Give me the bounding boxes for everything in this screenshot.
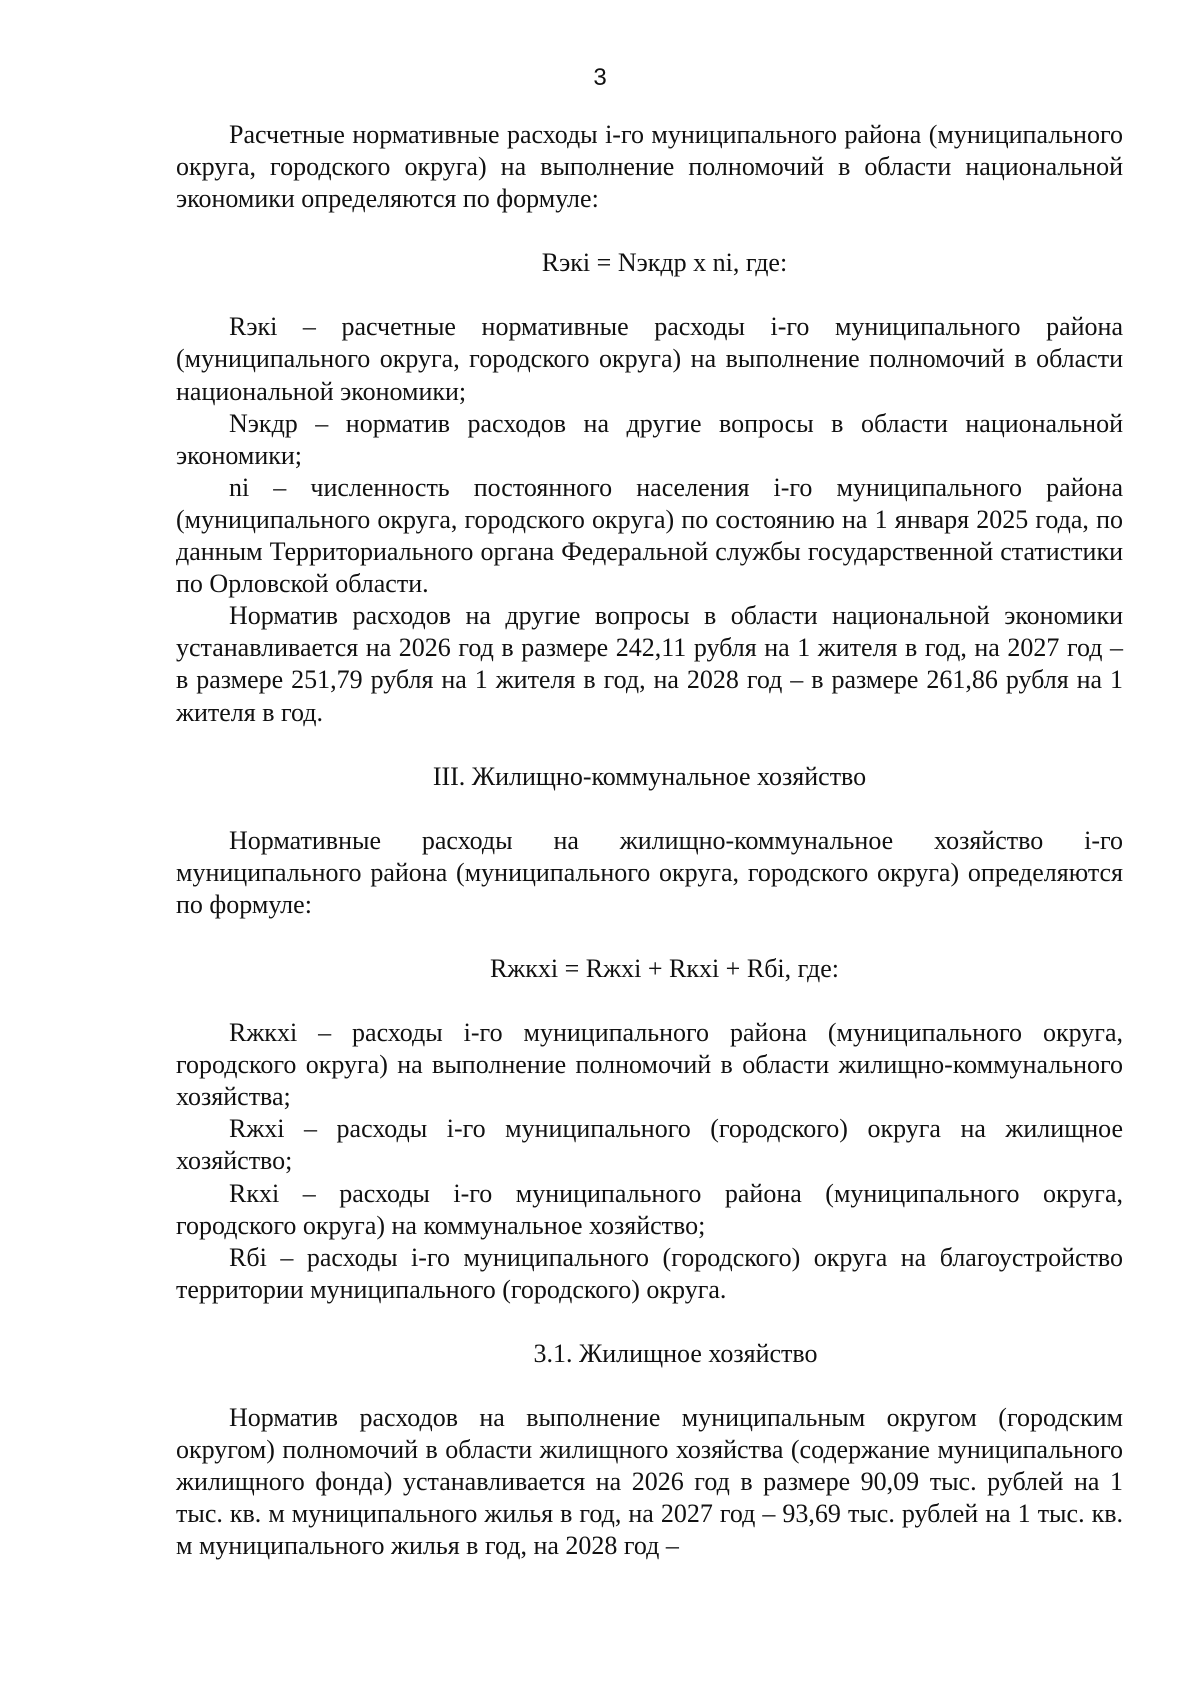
spacer (176, 279, 1123, 311)
definition-ni: ni – численность постоянного населения i-го муниципального района (муниципального округа, городского округа) по состоянию на 1 января 2025 года, по данным Территориального органа Федеральной службы государственной статистики по Орловской области. (176, 472, 1123, 599)
definition-rkhi: Rкхi – расходы i-го муниципального района (муниципального округа, городского округа) на коммунальное хозяйство; (176, 1178, 1123, 1240)
paragraph-intro-economy: Расчетные нормативные расходы i-го муниципального района (муниципального округа, городского округа) на выполнение полномочий в области национальной экономики определяются по формуле: (176, 120, 1123, 214)
paragraph-intro-housing: Нормативные расходы на жилищно-коммунальное хозяйство i-го муниципального района (муниципального округа, городского округа) определяются по формуле: (176, 825, 1123, 919)
paragraph-housing-norm: Норматив расходов на выполнение муниципальным округом (городским округом) полномочий в области жилищного хозяйства (содержание муниципального жилищного фонда) устанавливается на 2026 год в размере 90,09 тыс. рублей на 1 тыс. кв. м муниципального жилья в год, на 2027 год – 93,69 тыс. рублей на 1 тыс. кв. м муниципального жилья в год, на 2028 год – (176, 1403, 1123, 1561)
spacer (176, 793, 1123, 825)
document-body (176, 119, 1123, 1562)
spacer (176, 1370, 1123, 1402)
subsection-heading-housing: 3.1. Жилищное хозяйство (533, 1338, 818, 1368)
spacer (176, 215, 1123, 247)
definition-rzhhi: Rжхi – расходы i-го муниципального (городского) округа на жилищное хозяйство; (176, 1114, 1123, 1176)
spacer (176, 729, 1123, 761)
definition-nekdr: Nэкдр – норматив расходов на другие вопросы в области национальной экономики; (176, 408, 1123, 470)
spacer (176, 921, 1123, 953)
definition-reki: Rэкi – расчетные нормативные расходы i-го муниципального района (муниципального округа, городского округа) на выполнение полномочий в области национальной экономики; (176, 312, 1123, 406)
definition-rzhkhi: Rжкхi – расходы i-го муниципального района (муниципального округа, городского округа) на выполнение полномочий в области жилищно-коммунального хозяйства; (176, 1018, 1123, 1112)
paragraph-economy-norm: Норматив расходов на другие вопросы в области национальной экономики устанавливается на 2026 год в размере 242,11 рубля на 1 жителя в год, на 2027 год – в размере 251,79 рубля на 1 жителя в год, на 2028 год – в размере 261,86 рубля на 1 жителя в год. (176, 601, 1123, 727)
formula-economy: Rэкi = Nэкдр x ni, где: (541, 248, 788, 278)
spacer (176, 1306, 1123, 1338)
spacer (176, 985, 1123, 1017)
section-heading-housing-utilities: III. Жилищно-коммунальное хозяйство (432, 761, 867, 791)
definition-rbi: Rбi – расходы i-го муниципального (городского) округа на благоустройство территории муниципального (городского) округа. (176, 1242, 1123, 1304)
formula-housing: Rжкхi = Rжхi + Rкхi + Rбi, где: (489, 953, 840, 983)
page-number: 3 (593, 64, 607, 91)
